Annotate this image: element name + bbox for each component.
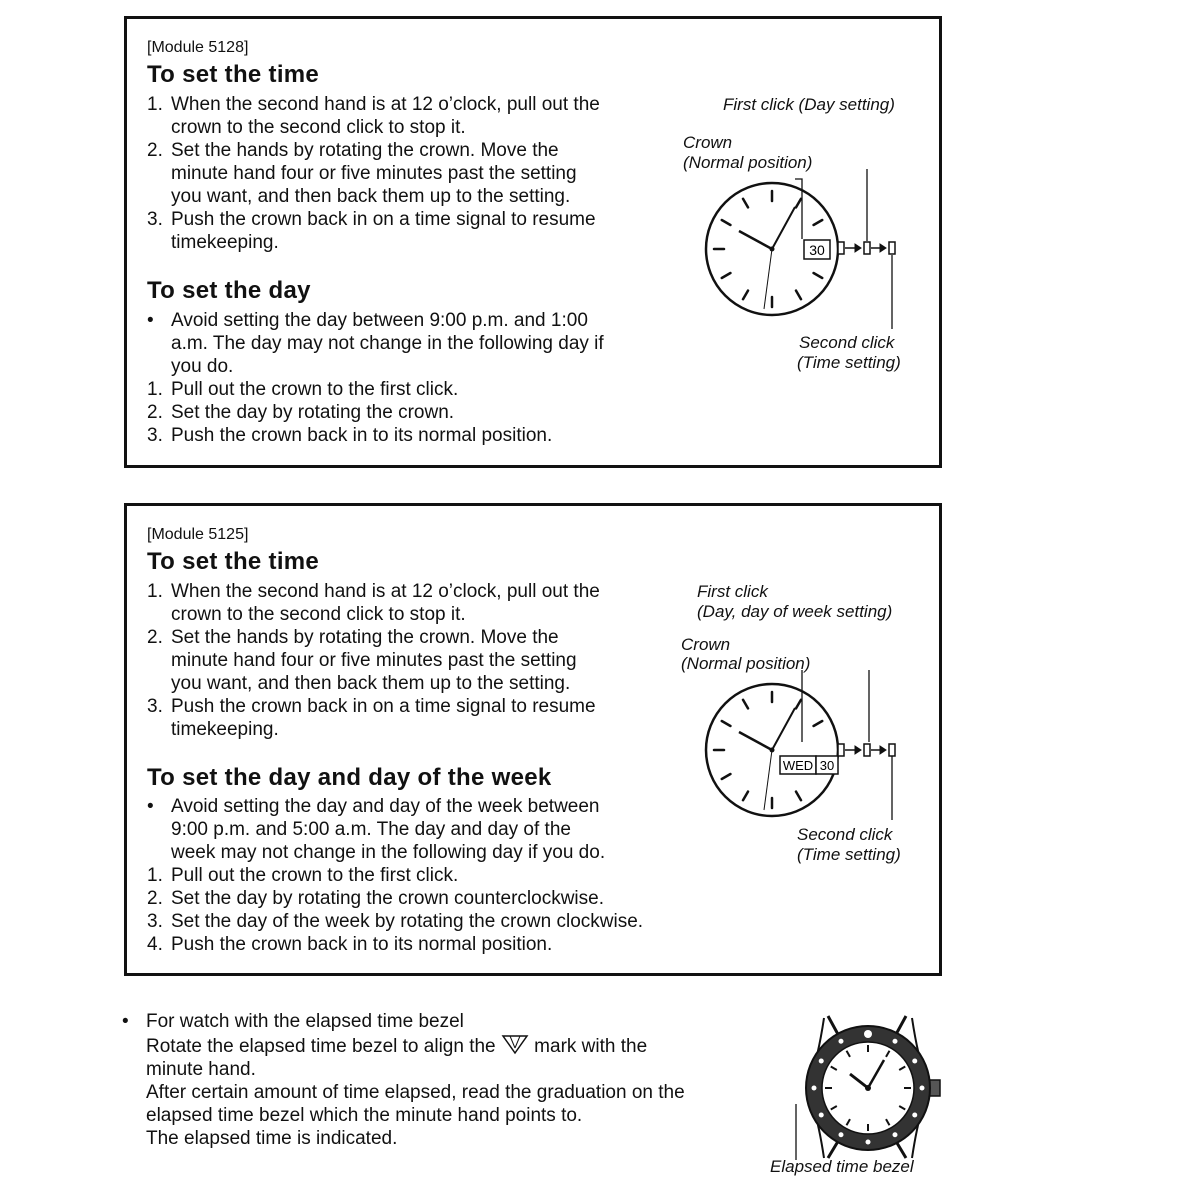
list-item-line: timekeeping. [171,232,279,253]
crown-position-label: (Normal position) [681,654,811,673]
list-item-line: minute hand four or five minutes past the setting [171,650,577,671]
day-window: WED [782,758,814,773]
list-marker: 3. [147,696,163,717]
list-item [147,424,604,447]
first-click-label: First click (Day setting) [723,95,895,114]
set-day-week-heading: To set the day and day of the week [147,764,552,791]
note-title: For watch with the elapsed time bezel [146,1011,464,1032]
elapsed-bezel-note [122,1010,685,1150]
set-day-steps [147,309,604,447]
bezel-mark [812,1086,817,1091]
crown-positions-icon [838,242,895,254]
list-item-line: you want, and then back them up to the setting. [171,673,571,694]
list-item-line: Set the day of the week by rotating the crown clockwise. [171,911,644,932]
list-item [147,933,643,956]
list-item-line: Set the hands by rotating the crown. Move the [171,627,559,648]
first-click-setting-label: (Day, day of week setting) [697,602,893,621]
list-marker: 3. [147,425,163,446]
bezel-mark [893,1132,898,1137]
list-marker: 2. [147,888,163,909]
module-5128-panel [124,16,942,468]
list-item [147,309,604,378]
date-window: 30 [809,242,825,258]
watch-dial-icon [706,183,838,315]
note-line: Rotate the elapsed time bezel to align the mark with the [122,1033,685,1058]
list-marker: 3. [147,209,163,230]
crown-position-label: (Normal position) [683,153,813,172]
bezel-mark [819,1059,824,1064]
set-time-steps [147,580,600,741]
list-marker: • [147,310,154,331]
list-item [147,910,643,933]
time-setting-label: (Time setting) [797,845,901,864]
list-item [147,695,600,741]
list-item-line: crown to the second click to stop it. [171,117,466,138]
list-item-line: Push the crown back in to its normal position. [171,934,553,955]
list-marker: 1. [147,865,163,886]
first-click-label: First click [697,582,768,601]
bezel-mark [866,1140,871,1145]
list-marker: 4. [147,934,163,955]
list-item-line: week may not change in the following day if you do. [171,842,606,863]
crown-label: Crown [681,635,731,654]
list-item-line: crown to the second click to stop it. [171,604,466,625]
list-item [147,795,643,864]
list-item-line: timekeeping. [171,719,279,740]
list-item-line: Pull out the crown to the first click. [171,379,459,400]
module-label: [Module 5128] [147,39,249,56]
list-marker: • [147,796,154,817]
list-item [147,864,643,887]
watch-dial-icon [706,684,838,816]
list-item-line: Set the day by rotating the crown counterclockwise. [171,888,605,909]
list-item [147,887,643,910]
list-item-line: Pull out the crown to the first click. [171,865,459,886]
list-item [147,580,600,626]
bezel-mark [839,1132,844,1137]
bezel-mark [839,1039,844,1044]
note-line: After certain amount of time elapsed, read the graduation on the [146,1082,685,1103]
list-item-line: Push the crown back in on a time signal to resume [171,209,596,230]
list-item-line: Avoid setting the day between 9:00 p.m. and 1:00 [171,310,588,331]
time-setting-label: (Time setting) [797,353,901,372]
list-item-line: Avoid setting the day and day of the week between [171,796,600,817]
list-item-line: Push the crown back in to its normal position. [171,425,553,446]
list-item-line: When the second hand is at 12 o’clock, pull out the [171,581,600,602]
second-click-label: Second click [797,825,893,844]
set-time-heading: To set the time [147,548,320,575]
second-click-label: Second click [799,333,895,352]
bezel-mark [864,1030,872,1038]
list-item-line: a.m. The day may not change in the following day if [171,333,604,354]
bullet: • [122,1011,129,1032]
note-line: minute hand. [146,1059,256,1080]
list-item-line: you do. [171,356,234,377]
crown-positions-icon [838,744,895,756]
set-day-heading: To set the day [147,277,311,304]
list-item-line: Push the crown back in on a time signal to resume [171,696,596,717]
elapsed-bezel-watch-icon [788,1008,958,1168]
list-marker: 2. [147,140,163,161]
triangle-mark-icon [501,1033,529,1055]
list-item [147,626,600,695]
module-label: [Module 5125] [147,526,249,543]
list-item [147,378,604,401]
note-line: The elapsed time is indicated. [146,1128,398,1149]
watch-diagram [687,670,917,830]
list-item-line: When the second hand is at 12 o’clock, pull out the [171,94,600,115]
module-5125-panel [124,503,942,976]
list-marker: 1. [147,379,163,400]
list-marker: 1. [147,581,163,602]
bezel-mark [893,1039,898,1044]
list-item-line: minute hand four or five minutes past the setting [171,163,577,184]
bezel-mark [912,1059,917,1064]
bezel-mark [819,1113,824,1118]
bezel-mark [912,1113,917,1118]
bezel-mark [920,1086,925,1091]
set-time-steps [147,93,600,254]
set-day-week-steps [147,795,643,956]
note-line: elapsed time bezel which the minute hand points to. [146,1105,583,1126]
list-item [147,139,600,208]
watch-diagram [687,169,917,339]
list-marker: 2. [147,627,163,648]
list-item-line: you want, and then back them up to the setting. [171,186,571,207]
list-marker: 3. [147,911,163,932]
list-marker: 2. [147,402,163,423]
list-marker: 1. [147,94,163,115]
list-item [147,93,600,139]
date-window: 30 [819,758,835,773]
set-time-heading: To set the time [147,61,320,88]
elapsed-bezel-label: Elapsed time bezel [770,1157,914,1176]
list-item-line: Set the hands by rotating the crown. Move the [171,140,559,161]
list-item [147,208,600,254]
list-item-line: Set the day by rotating the crown. [171,402,455,423]
crown-label: Crown [683,133,733,152]
list-item [147,401,604,424]
list-item-line: 9:00 p.m. and 5:00 a.m. The day and day of the [171,819,571,840]
